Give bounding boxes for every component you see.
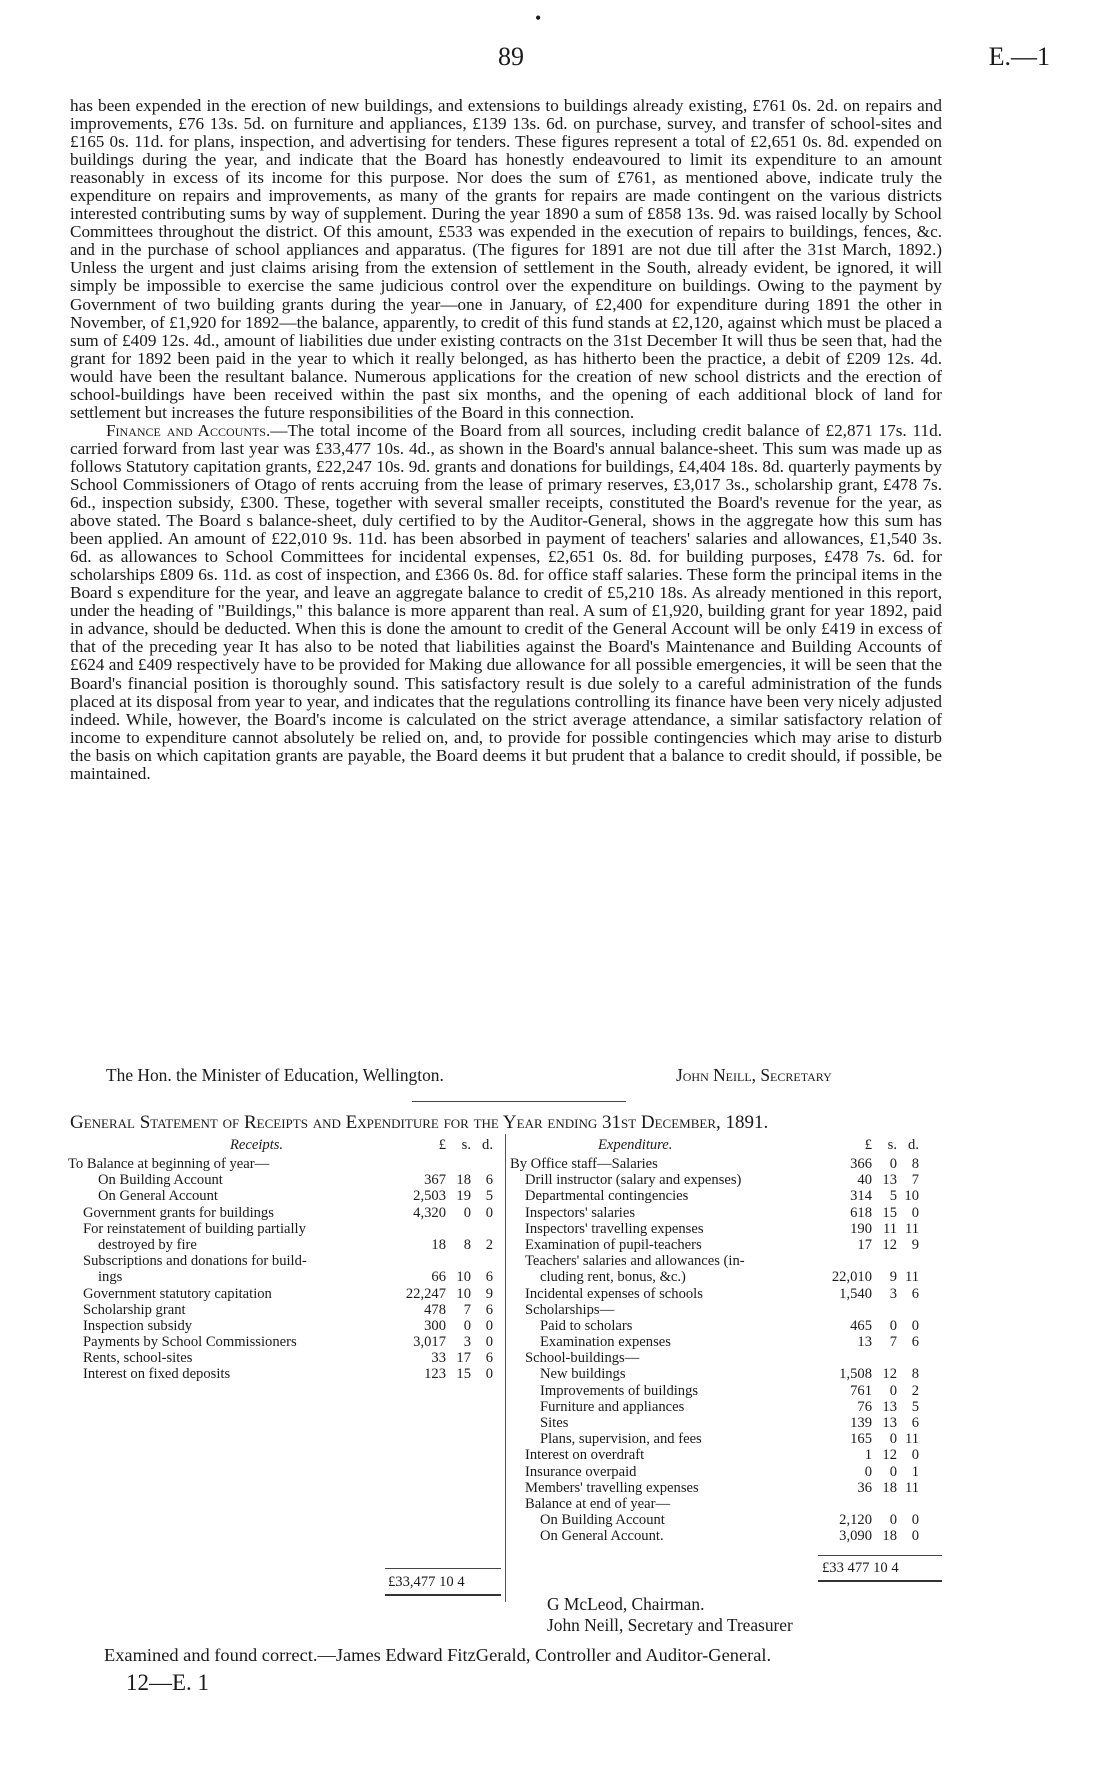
- statement-row: [510, 1237, 944, 1253]
- pounds-value: 314: [850, 1188, 872, 1205]
- expenditure-total-rule: [818, 1555, 942, 1556]
- pence-value: 0: [911, 1317, 919, 1334]
- row-label: Scholarships—: [525, 1301, 615, 1318]
- shillings-value: 10: [456, 1269, 471, 1286]
- row-amount: [822, 1383, 919, 1399]
- pounds-value: 0: [864, 1463, 872, 1480]
- statement-row: [510, 1269, 944, 1285]
- treasurer-signature: John Neill, Secretary and Treasurer: [547, 1615, 793, 1635]
- row-amount: [396, 1334, 493, 1350]
- row-amount: [396, 1269, 493, 1285]
- statement-row: [68, 1188, 500, 1204]
- row-amount: [396, 1302, 493, 1318]
- row-amount: [822, 1237, 919, 1253]
- pounds-value: 367: [424, 1172, 446, 1189]
- row-label: On General Account.: [540, 1528, 664, 1545]
- pounds-value: 18: [431, 1236, 446, 1253]
- row-label: Incidental expenses of schools: [525, 1285, 703, 1302]
- statement-signatures: [547, 1594, 793, 1636]
- pence-value: 11: [904, 1431, 919, 1448]
- expenditure-total: £33 477 10 4: [822, 1560, 899, 1576]
- expenditure-currency-header: [822, 1137, 919, 1154]
- expenditure-header: [510, 1137, 944, 1156]
- row-amount: [396, 1318, 493, 1334]
- row-label: Balance at end of year—: [525, 1495, 671, 1512]
- pence-value: 8: [911, 1156, 919, 1172]
- pounds-value: 300: [424, 1317, 446, 1334]
- row-label: Teachers' salaries and allowances (in-: [525, 1253, 745, 1270]
- shillings-value: 15: [882, 1204, 897, 1221]
- column-divider: [505, 1134, 506, 1602]
- row-label: Subscriptions and donations for build-: [83, 1253, 307, 1270]
- row-label: New buildings: [540, 1366, 626, 1383]
- statement-row: [68, 1156, 500, 1172]
- row-label: Furniture and appliances: [540, 1398, 685, 1415]
- row-amount: [822, 1480, 919, 1496]
- shillings-value: 12: [882, 1236, 897, 1253]
- row-amount: [822, 1286, 919, 1302]
- pence-value: 5: [911, 1398, 919, 1415]
- pence-value: 6: [911, 1285, 919, 1302]
- shillings-value: 10: [456, 1285, 471, 1302]
- row-label: Paid to scholars: [540, 1317, 633, 1334]
- paragraph-buildings: has been expended in the erection of new buildings, and extensions to buildings already existing, £761 0s. 2d. on repairs and improvements, £76 13s. 5d. on furniture and appliances, £139 13s. 6d. on purchase, survey, and transfer of school-sites and £165 0s. 11d. for plans, inspection, and advertising for tenders. These figures represent a total of £2,651 0s. 8d. expended on buildings during the year, and indicate that the Board has honestly endeavoured to limit its expenditure to an amount reasonably in excess of its income for this purpose. Nor does the sum of £761, as mentioned above, indicate truly the expenditure on repairs and improvements, as many of the grants for repairs are made contingent on the various districts interested contributing sums by way of supplement. During the year 1890 a sum of £858 13s. 9d. was raised locally by School Committees throughout the district. Of this amount, £533 was expended in the execution of repairs to buildings, fences, &c. and in the purchase of school appliances and apparatus. (The figures for 1891 are not due till after the 31st March, 1892.) Unless the urgent and just claims arising from the extension of settlement in the South, already evident, be ignored, it will simply be impossible to exercise the same judicious control over the expenditure on buildings. Owing to the payment by Government of two building grants during the year—one in January, of £2,400 for expenditure during 1891 the other in November, of £1,920 for 1892—the balance, apparently, to credit of this fund stands at £2,120, against which must be placed a sum of £409 12s. 4d., amount of liabilities due under existing contracts on the 31st December It will thus be seen that, had the grant for 1892 been paid in the year to which it really belonged, as has hitherto been the practice, a debit of £209 12s. 4d. would have been the resultant balance. Numerous applications for the creation of new school districts and the erection of school-buildings have been received within the past six months, and the opening of each additional block of land for settlement but increases the future responsibilities of the Board in this connection.: [70, 96, 942, 422]
- shillings-value: 18: [882, 1479, 897, 1496]
- shillings-value: 18: [882, 1528, 897, 1545]
- row-label: Examination expenses: [540, 1334, 671, 1351]
- receipts-total: £33,477 10 4: [388, 1574, 465, 1590]
- row-label: By Office staff—Salaries: [510, 1156, 658, 1172]
- shillings-value: 13: [882, 1398, 897, 1415]
- shillings-value: 0: [889, 1463, 897, 1480]
- shillings-value: 18: [456, 1172, 471, 1189]
- row-amount: [822, 1205, 919, 1221]
- statement-row: [510, 1415, 944, 1431]
- receipts-total-double-rule: [385, 1594, 501, 1596]
- row-amount: [822, 1269, 919, 1285]
- pounds-value: 761: [850, 1382, 872, 1399]
- pence-value: 0: [485, 1204, 493, 1221]
- row-label: Interest on fixed deposits: [83, 1366, 231, 1383]
- pounds-value: 4,320: [413, 1204, 446, 1221]
- shillings-value: 8: [463, 1236, 471, 1253]
- row-amount: [822, 1431, 919, 1447]
- row-label: To Balance at beginning of year—: [68, 1156, 270, 1172]
- letter-signoff: [106, 1065, 906, 1086]
- statement-row: [510, 1366, 944, 1382]
- pounds-value: 17: [857, 1236, 872, 1253]
- pounds-value: 36: [857, 1479, 872, 1496]
- pence-value: 1: [911, 1463, 919, 1480]
- statement-row: [510, 1286, 944, 1302]
- document-reference: E.—1: [988, 42, 1050, 71]
- shillings-value: 9: [889, 1269, 897, 1286]
- shillings-value: 15: [456, 1366, 471, 1383]
- row-label: Payments by School Commissioners: [83, 1334, 297, 1351]
- pounds-value: 2,120: [839, 1512, 872, 1529]
- pence-value: 0: [485, 1334, 493, 1351]
- row-label: Sites: [540, 1415, 569, 1431]
- statement-row: [510, 1253, 944, 1269]
- section-heading-finance: Finance and Accounts.: [106, 420, 271, 440]
- row-label: Drill instructor (salary and expenses): [525, 1172, 742, 1189]
- pence-value: 11: [904, 1479, 919, 1496]
- row-label: cluding rent, bonus, &c.): [540, 1269, 686, 1286]
- pounds-value: 2,503: [413, 1188, 446, 1205]
- pence-value: 0: [485, 1317, 493, 1334]
- expenditure-column: [510, 1137, 944, 1545]
- row-label: Departmental contingencies: [525, 1188, 689, 1205]
- statement-row: [510, 1383, 944, 1399]
- shillings-header: s.: [887, 1137, 897, 1153]
- row-amount: [396, 1366, 493, 1382]
- statement-row: [510, 1156, 944, 1172]
- statement-row: [510, 1302, 944, 1318]
- row-label: Interest on overdraft: [525, 1447, 645, 1464]
- pounds-value: 1,540: [839, 1285, 872, 1302]
- pence-value: 10: [904, 1188, 919, 1205]
- pounds-value: 618: [850, 1204, 872, 1221]
- row-label: destroyed by fire: [98, 1236, 197, 1253]
- receipts-header: [68, 1137, 500, 1156]
- pounds-value: 66: [431, 1269, 446, 1286]
- shillings-value: 13: [882, 1415, 897, 1431]
- statement-row: [68, 1334, 500, 1350]
- row-label: Government statutory capitation: [83, 1285, 272, 1302]
- row-label: Scholarship grant: [83, 1301, 186, 1318]
- receipts-currency-header: [396, 1137, 493, 1154]
- statement-row: [68, 1253, 500, 1269]
- pounds-value: 1,508: [839, 1366, 872, 1383]
- shillings-value: 0: [889, 1512, 897, 1529]
- expenditure-heading: Expenditure.: [598, 1137, 673, 1153]
- shillings-value: 5: [889, 1188, 897, 1205]
- pounds-value: 33: [431, 1350, 446, 1367]
- shillings-value: 3: [463, 1334, 471, 1351]
- row-amount: [822, 1512, 919, 1528]
- row-amount: [822, 1318, 919, 1334]
- pence-value: 0: [911, 1512, 919, 1529]
- pounds-value: 22,010: [831, 1269, 872, 1286]
- statement-row: [68, 1302, 500, 1318]
- row-label: Inspectors' salaries: [525, 1204, 636, 1221]
- page-number: 89: [498, 42, 524, 71]
- pounds-value: 13: [857, 1334, 872, 1351]
- pence-header: d.: [482, 1137, 493, 1153]
- pence-value: 8: [911, 1366, 919, 1383]
- statement-title: General Statement of Receipts and Expenditure for the Year ending 31st December, 1891.: [70, 1112, 769, 1133]
- row-label: Rents, school-sites: [83, 1350, 193, 1367]
- pence-value: 6: [485, 1172, 493, 1189]
- report-body: [70, 97, 942, 783]
- row-amount: [822, 1399, 919, 1415]
- statement-row: [510, 1528, 944, 1544]
- pence-value: 6: [911, 1415, 919, 1431]
- pounds-value: 1: [864, 1447, 872, 1464]
- row-label: School-buildings—: [525, 1350, 640, 1367]
- pounds-header: £: [438, 1137, 446, 1153]
- shillings-value: 13: [882, 1172, 897, 1189]
- row-amount: [822, 1528, 919, 1544]
- pence-value: 9: [911, 1236, 919, 1253]
- shillings-value: 7: [889, 1334, 897, 1351]
- pounds-value: 40: [857, 1172, 872, 1189]
- statement-row: [68, 1221, 500, 1237]
- row-amount: [822, 1464, 919, 1480]
- header-dot: •: [535, 8, 542, 28]
- statement-row: [510, 1496, 944, 1512]
- shillings-value: 0: [889, 1156, 897, 1172]
- statement-row: [68, 1172, 500, 1188]
- pounds-value: 478: [424, 1301, 446, 1318]
- row-label: Government grants for buildings: [83, 1204, 274, 1221]
- shillings-header: s.: [461, 1137, 471, 1153]
- row-amount: [822, 1221, 919, 1237]
- row-label: Inspectors' travelling expenses: [525, 1220, 704, 1237]
- row-label: Insurance overpaid: [525, 1463, 637, 1480]
- row-amount: [822, 1156, 919, 1172]
- pounds-value: 123: [424, 1366, 446, 1383]
- secretary-signature: John Neill, Secretary: [676, 1065, 832, 1085]
- statement-row: [510, 1350, 944, 1366]
- pence-header: d.: [908, 1137, 919, 1153]
- statement-row: [68, 1366, 500, 1382]
- statement-row: [68, 1286, 500, 1302]
- row-label: ings: [98, 1269, 123, 1286]
- row-label: Plans, supervision, and fees: [540, 1431, 702, 1448]
- row-label: Members' travelling expenses: [525, 1479, 699, 1496]
- statement-row: [510, 1221, 944, 1237]
- row-amount: [396, 1350, 493, 1366]
- pence-value: 0: [911, 1528, 919, 1545]
- shillings-value: 0: [889, 1431, 897, 1448]
- statement-row: [510, 1399, 944, 1415]
- pence-value: 7: [911, 1172, 919, 1189]
- pence-value: 9: [485, 1285, 493, 1302]
- pence-value: 11: [904, 1220, 919, 1237]
- pence-value: 0: [911, 1447, 919, 1464]
- row-amount: [396, 1205, 493, 1221]
- paragraph-finance-text: —The total income of the Board from all sources, including credit balance of £2,871 17s. 11d. carried forward from last year was £33,477 10s. 4d., as shown in the Board's annual balance-sheet. This sum was made up as follows Statutory capitation grants, £22,247 10s. 9d. grants and donations for buildings, £4,404 18s. 8d. quarterly payments by School Commissioners of Otago of rents accruing from the lease of primary reserves, £3,017 3s., scholarship grant, £478 7s. 6d., inspection subsidy, £300. These, together with several smaller receipts, constituted the Board's revenue for the year, as above stated. The Board s balance-sheet, duly certified to by the Auditor-General, shows in the aggregate how this sum has been applied. An amount of £22,010 9s. 11d. has been absorbed in payment of teachers' salaries and allowances, £1,540 3s. 6d. as allowances to School Committees for incidental expenses, £2,651 0s. 8d. for building purposes, £478 7s. 6d. for scholarships £809 6s. 11d. as cost of inspection, and £366 0s. 8d. for office staff salaries. These form the principal items in the Board s expenditure for the year, and leave an aggregate balance to credit of £5,210 18s. As already mentioned in this report, under the heading of "Buildings," this balance is more apparent than real. A sum of £1,920, building grant for year 1892, paid in advance, should be deducted. When this is done the amount to credit of the General Account will be only £419 in excess of that of the preceding year It has also to be noted that liabilities against the Board's Maintenance and Building Accounts of £624 and £409 respectively have to be provided for Making due allowance for all possible emergencies, it will be seen that the Board's financial position is thoroughly sound. This satisfactory result is due solely to a careful administration of the funds placed at its disposal from year to year, and indicates that the regulations controlling its finance have been very nicely adjusted indeed. While, however, the Board's income is calculated on the strict average attendance, a similar satisfactory relation of income to expenditure cannot absolutely be relied on, and, to provide for possible contingencies which may arise to disturb the basis on which capitation grants are payable, the Board deems it but prudent that a balance to credit should, if possible, be maintained.: [70, 420, 942, 783]
- pounds-value: 139: [850, 1415, 872, 1431]
- pence-value: 0: [911, 1204, 919, 1221]
- pence-value: 6: [485, 1301, 493, 1318]
- row-amount: [822, 1334, 919, 1350]
- statement-row: [510, 1464, 944, 1480]
- statement-row: [510, 1512, 944, 1528]
- receipts-total-rule: [385, 1568, 501, 1569]
- shillings-value: 0: [889, 1382, 897, 1399]
- row-label: On Building Account: [98, 1172, 223, 1189]
- receipts-column: [68, 1137, 500, 1383]
- row-amount: [396, 1188, 493, 1204]
- addressee: The Hon. the Minister of Education, Wellington.: [106, 1065, 444, 1085]
- pounds-value: 76: [857, 1398, 872, 1415]
- receipts-rows: [68, 1156, 500, 1383]
- row-label: Improvements of buildings: [540, 1382, 699, 1399]
- row-label: On Building Account: [540, 1512, 665, 1529]
- pounds-value: 22,247: [405, 1285, 446, 1302]
- pounds-value: 366: [850, 1156, 872, 1172]
- pounds-value: 165: [850, 1431, 872, 1448]
- row-amount: [822, 1188, 919, 1204]
- row-amount: [822, 1415, 919, 1431]
- row-amount: [822, 1366, 919, 1382]
- row-amount: [396, 1237, 493, 1253]
- statement-row: [510, 1431, 944, 1447]
- audit-certification: Examined and found correct.—James Edward FitzGerald, Controller and Auditor-General.: [104, 1645, 772, 1665]
- shillings-value: 12: [882, 1366, 897, 1383]
- statement-row: [68, 1237, 500, 1253]
- statement-row: [510, 1334, 944, 1350]
- pounds-value: 465: [850, 1317, 872, 1334]
- row-label: For reinstatement of building partially: [83, 1220, 306, 1237]
- shillings-value: 19: [456, 1188, 471, 1205]
- pence-value: 6: [485, 1350, 493, 1367]
- statement-row: [510, 1318, 944, 1334]
- statement-row: [510, 1480, 944, 1496]
- expenditure-rows: [510, 1156, 944, 1545]
- statement-row: [510, 1188, 944, 1204]
- row-amount: [396, 1286, 493, 1302]
- statement-row: [510, 1447, 944, 1463]
- pence-value: 6: [911, 1334, 919, 1351]
- pounds-value: 190: [850, 1220, 872, 1237]
- shillings-value: 11: [882, 1220, 897, 1237]
- statement-row: [68, 1318, 500, 1334]
- pence-value: 2: [911, 1382, 919, 1399]
- row-label: On General Account: [98, 1188, 218, 1205]
- shillings-value: 0: [463, 1317, 471, 1334]
- expenditure-total-double-rule: [818, 1580, 942, 1582]
- row-label: Examination of pupil-teachers: [525, 1236, 702, 1253]
- statement-row: [510, 1172, 944, 1188]
- section-divider: [412, 1101, 626, 1102]
- pence-value: 5: [485, 1188, 493, 1205]
- shillings-value: 17: [456, 1350, 471, 1367]
- shillings-value: 7: [463, 1301, 471, 1318]
- statement-row: [68, 1269, 500, 1285]
- shillings-value: 0: [463, 1204, 471, 1221]
- pence-value: 11: [904, 1269, 919, 1286]
- row-amount: [822, 1172, 919, 1188]
- pounds-value: 3,017: [413, 1334, 446, 1351]
- row-label: Inspection subsidy: [83, 1317, 193, 1334]
- statement-row: [68, 1350, 500, 1366]
- pence-value: 0: [485, 1366, 493, 1383]
- statement-row: [68, 1205, 500, 1221]
- row-amount: [822, 1447, 919, 1463]
- pounds-value: 3,090: [839, 1528, 872, 1545]
- pence-value: 6: [485, 1269, 493, 1286]
- pence-value: 2: [485, 1236, 493, 1253]
- chairman-signature: G McLeod, Chairman.: [547, 1594, 705, 1614]
- receipts-heading: Receipts.: [230, 1137, 284, 1153]
- shillings-value: 3: [889, 1285, 897, 1302]
- shillings-value: 0: [889, 1317, 897, 1334]
- pounds-header: £: [864, 1137, 872, 1153]
- statement-row: [510, 1205, 944, 1221]
- signature-mark: 12—E. 1: [126, 1670, 210, 1695]
- shillings-value: 12: [882, 1447, 897, 1464]
- paragraph-finance: [70, 422, 942, 783]
- row-amount: [396, 1172, 493, 1188]
